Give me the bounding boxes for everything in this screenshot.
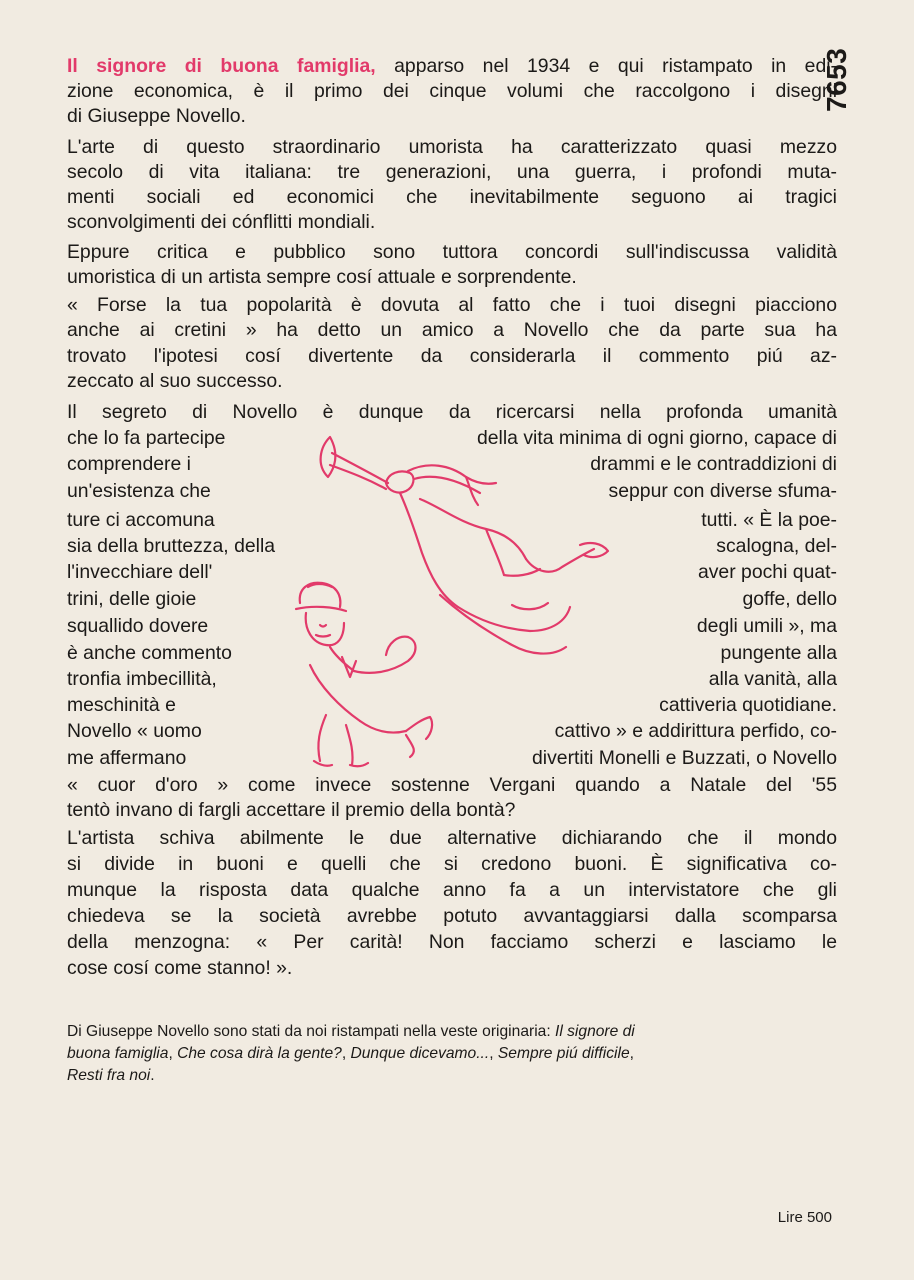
reprint-title: buona famiglia [67, 1045, 169, 1062]
body-line: sconvolgimenti dei cónflitti mondiali. [67, 211, 376, 233]
wrap-line-right: tutti. « È la poe- [701, 509, 837, 531]
reprint-title: Il signore di [555, 1023, 635, 1040]
wrap-line-right: cattivo » e addirittura perfido, co- [554, 720, 837, 742]
wrap-line-left: un'esistenza che [67, 480, 211, 502]
body-line: Il signore di buona famiglia, apparso nel 1934 e qui ristampato in edi- [67, 55, 838, 77]
wrap-line-right: seppur con diverse sfuma- [608, 480, 837, 502]
wrap-line-right: alla vanità, alla [708, 668, 837, 690]
wrap-line-left: meschinità e [67, 694, 176, 716]
wrap-line-right: divertiti Monelli e Buzzati, o Novello [532, 747, 837, 769]
body-line: di Giuseppe Novello. [67, 105, 246, 127]
wrap-line-left: comprendere i [67, 453, 191, 475]
reprint-title: Sempre piú difficile [497, 1045, 630, 1062]
reprint-title: Che cosa dirà la gente? [177, 1045, 342, 1062]
body-line: « Forse la tua popolarità è dovuta al fatto che i tuoi disegni piacciono [67, 294, 837, 316]
wrap-line-left: Novello « uomo [67, 720, 202, 742]
reprint-title: Resti fra noi [67, 1067, 151, 1084]
reprint-title: Dunque dicevamo... [350, 1045, 490, 1062]
wrap-line-right: della vita minima di ogni giorno, capace di [476, 427, 837, 449]
body-line: secolo di vita italiana: tre generazioni, una guerra, i profondi muta- [67, 161, 837, 183]
reprints-note-line: buona famiglia, Che cosa dirà la gente?, Dunque dicevamo..., Sempre piú difficile, [67, 1045, 634, 1062]
wrap-line-left: che lo fa partecipe [67, 427, 226, 449]
wrap-line-right: goffe, dello [742, 588, 837, 610]
wrap-line-right: pungente alla [720, 642, 837, 664]
wrap-line-left: me affermano [67, 747, 187, 769]
wrap-line-left: tronfia imbecillità, [67, 668, 217, 690]
book-title: Il signore di buona famiglia, [67, 55, 376, 77]
body-line: L'arte di questo straordinario umorista ha caratterizzato quasi mezzo [67, 136, 837, 158]
wrap-line-left: è anche commento [67, 642, 232, 664]
body-line: anche ai cretini » ha detto un amico a Novello che da parte sua ha [67, 319, 837, 341]
body-line: della menzogna: « Per carità! Non facciamo scherzi e lasciamo le [67, 931, 837, 953]
wrap-line-right: cattiveria quotidiane. [659, 694, 837, 716]
body-line: Il segreto di Novello è dunque da ricercarsi nella profonda umanità [67, 401, 837, 423]
wrap-line-right: scalogna, del- [716, 535, 837, 557]
wrap-line-left: squallido dovere [67, 615, 209, 637]
wrap-line-left: sia della bruttezza, della [67, 535, 276, 557]
body-line: zeccato al suo successo. [67, 370, 283, 392]
wrap-line-right: drammi e le contraddizioni di [590, 453, 837, 475]
body-line: Eppure critica e pubblico sono tuttora concordi sull'indiscussa validità [67, 241, 837, 263]
catalog-number: 7653 [821, 47, 852, 112]
body-line: chiedeva se la società avrebbe potuto avvantaggiarsi dalla scomparsa [67, 905, 837, 927]
body-line: tentò invano di fargli accettare il premio della bontà? [67, 799, 516, 821]
wrap-line-right: degli umili », ma [696, 615, 837, 637]
price-label: Lire 500 [777, 1209, 832, 1226]
reprints-note-line: Di Giuseppe Novello sono stati da noi ristampati nella veste originaria: Il signore di [67, 1023, 635, 1040]
body-line: menti sociali ed economici che inevitabilmente seguono ai tragici [67, 186, 837, 208]
body-line: « cuor d'oro » come invece sostenne Vergani quando a Natale del '55 [67, 774, 837, 796]
body-line: umoristica di un artista sempre cosí attuale e sorprendente. [67, 266, 577, 288]
body-line: zione economica, è il primo dei cinque volumi che raccolgono i disegni [67, 80, 837, 102]
reprints-note-line: Resti fra noi. [67, 1067, 155, 1084]
body-line: si divide in buoni e quelli che si credono buoni. È significativa co- [67, 853, 837, 875]
wrap-line-left: ture ci accomuna [67, 509, 215, 531]
illustration-trumpet-angel-and-gentleman [290, 425, 650, 770]
wrap-line-right: aver pochi quat- [697, 561, 837, 583]
body-line: cose cosí come stanno! ». [67, 957, 293, 979]
body-line: trovato l'ipotesi cosí divertente da considerarla il commento piú az- [67, 345, 837, 367]
wrap-line-left: l'invecchiare dell' [67, 561, 213, 583]
body-line: munque la risposta data qualche anno fa a un intervistatore che gli [67, 879, 837, 901]
body-line: L'artista schiva abilmente le due alternative dichiarando che il mondo [67, 827, 837, 849]
wrap-line-left: trini, delle gioie [67, 588, 197, 610]
